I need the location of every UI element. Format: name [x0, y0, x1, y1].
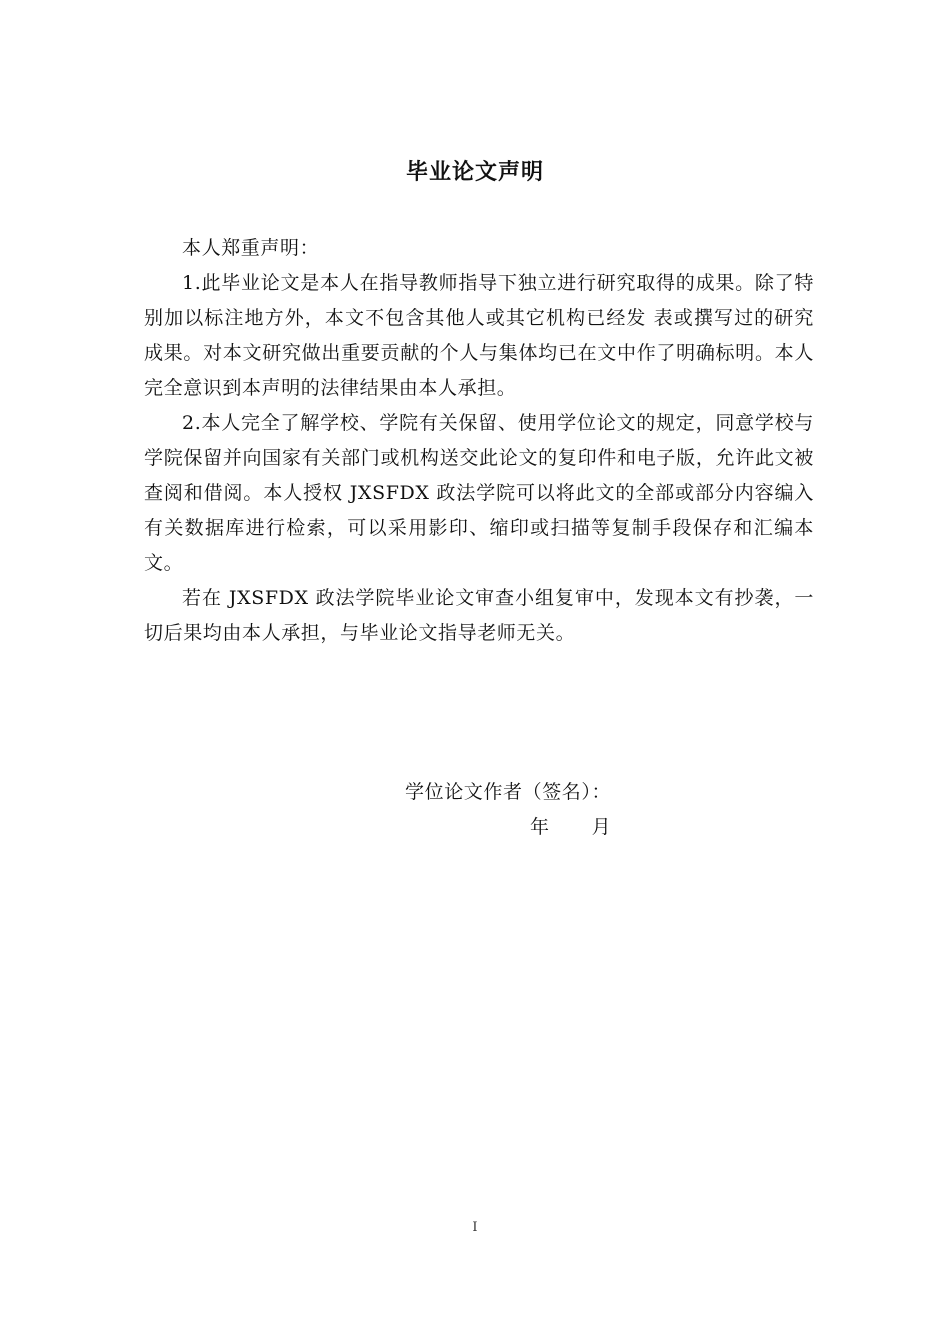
declaration-paragraph-2: 2.本人完全了解学校、学院有关保留、使用学位论文的规定，同意学校与学院保留并向国家有关部门或机构送交此论文的复印件和电子版，允许此文被查阅和借阅。本人授权 JXSFDX 政法学院可以将此文的全部或部分内容编入有关数据库进行检索，可以采用影印、缩印或扫描等复制手段保存和汇编本文。 — [144, 412, 814, 574]
declaration-body — [144, 231, 814, 651]
page-number: I — [472, 1220, 478, 1235]
opening-statement: 本人郑重声明： — [182, 237, 320, 259]
author-signature-label: 学位论文作者（签名）： — [405, 781, 612, 803]
signature-block — [405, 775, 705, 845]
year-label: 年 — [530, 816, 550, 838]
document-title: 毕业论文声明 — [405, 160, 544, 185]
declaration-paragraph-1: 1.此毕业论文是本人在指导教师指导下独立进行研究取得的成果。除了特别加以标注地方外，本文不包含其他人或其它机构已经发 表或撰写过的研究成果。对本文研究做出重要贡献的个人与集体均已在文中作了明确标明。本人完全意识到本声明的法律结果由本人承担。 — [144, 272, 814, 399]
month-label: 月 — [591, 816, 612, 838]
declaration-paragraph-3: 若在 JXSFDX 政法学院毕业论文审查小组复审中，发现本文有抄袭，一切后果均由本人承担，与毕业论文指导老师无关。 — [144, 587, 814, 644]
signature-date-line — [405, 810, 705, 845]
